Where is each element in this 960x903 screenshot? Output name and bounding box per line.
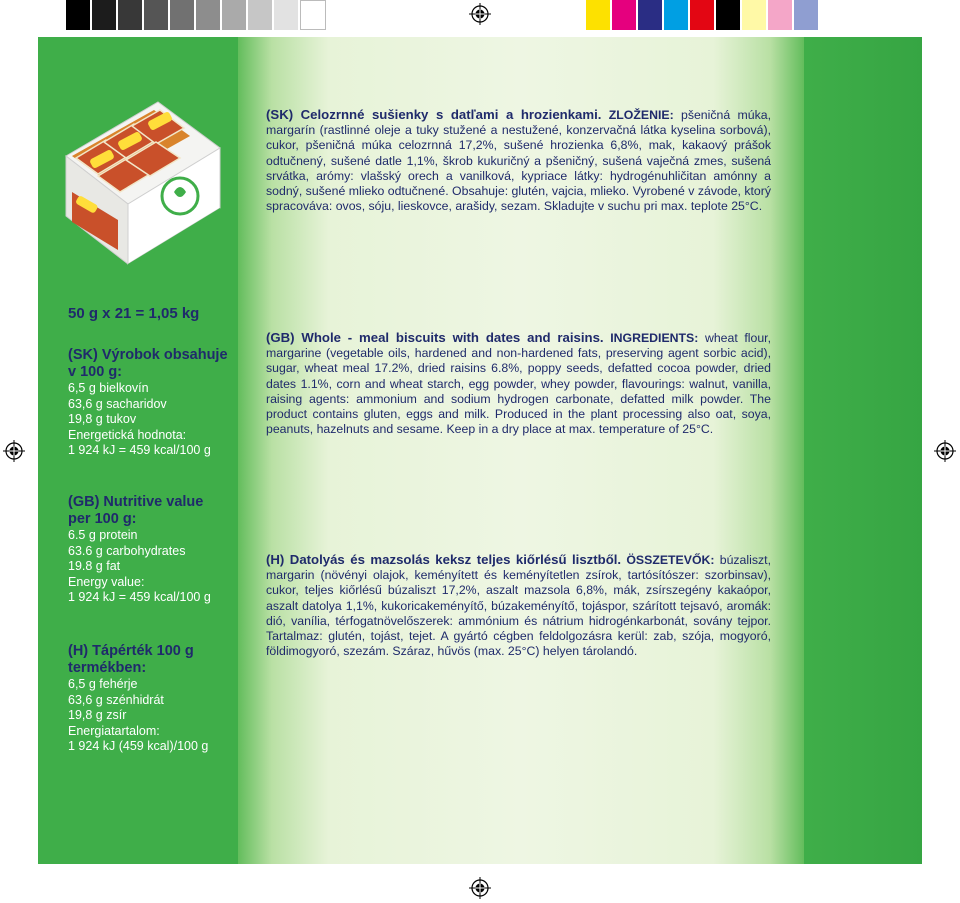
- nutrition-hu-heading: (H) Tápérték 100 g termékben:: [68, 643, 194, 676]
- color-swatch: [144, 0, 170, 30]
- sk-ingredients-block: [266, 107, 771, 214]
- nutrition-sk-line: Energetická hodnota:: [68, 427, 187, 442]
- gb-body: wheat flour, margarine (vegetable oils, hardened and non-hardened fats, preserving agent sorbic acid), sugar, wheat meal 17.2%, dried raisins 6.8%, poppy seeds, defatted cocoa powder, dried dates 1.1%, corn and wheat starch, egg powder, whey powder, flavourings: walnut, vanilla, raising agents: ammonium and sodium hydrogen carbonate, defatted milk powder. The product contains gluten, eggs and milk. Produced in the plant processing also oat, soya, peanuts, hazelnuts and sesame. Keep in a dry place at max. temperature of 25°C.: [266, 331, 772, 437]
- color-swatch: [222, 0, 248, 30]
- nutrition-sk-line: 19,8 g tukov: [68, 412, 137, 427]
- nutrition-gb-line: 6.5 g protein: [68, 528, 138, 542]
- color-swatch: [612, 0, 638, 30]
- sk-label: ZLOŽENIE:: [608, 108, 674, 122]
- nutrition-hu-line: Energiatartalom:: [68, 723, 160, 738]
- process-color-bar: [586, 0, 820, 30]
- nutrition-sk-line: 63,6 g sacharidov: [68, 396, 167, 411]
- registration-mark-right-icon: [934, 440, 956, 462]
- nutrition-sk-line: 6,5 g bielkovín: [68, 381, 149, 395]
- color-swatch: [638, 0, 664, 30]
- registration-mark-left-icon: [3, 440, 25, 462]
- nutrition-gb-line: 63.6 g carbohydrates: [68, 543, 186, 558]
- color-swatch: [690, 0, 716, 30]
- color-swatch: [170, 0, 196, 30]
- nutrition-gb-line: Energy value:: [68, 574, 145, 589]
- nutrition-gb: [68, 494, 228, 606]
- nutrition-gb-line: 1 924 kJ = 459 kcal/100 g: [68, 590, 211, 605]
- color-swatch: [92, 0, 118, 30]
- registration-mark-bottom-icon: [469, 877, 491, 899]
- hu-heading: (H) Datolyás és mazsolás keksz teljes kiőrlésű lisztből.: [266, 552, 622, 567]
- nutrition-sk: [68, 347, 228, 459]
- right-green-panel: [804, 37, 922, 864]
- nutrition-sk-heading: (SK) Výrobok obsahuje v 100 g:: [68, 347, 228, 380]
- nutrition-gb-heading: (GB) Nutritive value per 100 g:: [68, 494, 204, 527]
- color-swatch: [66, 0, 92, 30]
- sk-body: pšeničná múka, margarín (rastlinné oleje a tuky stužené a nestužené, konzervačná látka kyselina sorbová), cukor, pšeničná múka celozrnná 17,2%, sušené hrozienka 6,8%, mak, kakaový prášok odtučnený, sušené datle 1,1%, škrob kukuričný a pšeničný, sušená vaječná zmes, sušená srvátka, arómy: vlašský orech a vanilková, kypriace látky: hydrogénuhličitan amónny a sodný, sušené mlieko odtučnené. Obsahuje: glutén, vajcia, mlieko. Vyrobené v závode, ktorý spracováva: ovos, sóju, lieskovce, arašidy, sezam. Skladujte v suchu pri max. teplote 25°C.: [266, 108, 771, 214]
- nutrition-hu: [68, 643, 228, 755]
- nutrition-gb-line: 19.8 g fat: [68, 559, 121, 574]
- color-swatch: [716, 0, 742, 30]
- grayscale-color-bar: [66, 0, 326, 30]
- registration-mark-top-icon: [469, 3, 491, 25]
- hu-body: búzaliszt, margarin (növényi olajok, keményített és keményítetlen zsírok, tartósítószer: szorbinsav), cukor, teljes kiőrlésű búzaliszt 17,2%, aszalt mazsola 6,8%, mák, zsírszegény kakaópor, aszalt datolya 1,1%, kukoricakeményítő, búzakeményítő, tojáspor, szárított tejsavó, aromák: dió, vanília, térfogatnövelőszerek: ammónium és nátrium hidrogénkarbonát, sovány tejpor. Tartalmaz: glutén, tojást, tejet. A gyártó cégben feldolgozásra kerül: zab, szója, mogyoró, földimogyoró, szezám. Száraz, hűvös (max. 25°C) helyen tárolandó.: [266, 553, 771, 659]
- hu-label: ÖSSZETEVŐK:: [626, 553, 715, 567]
- nutrition-hu-line: 1 924 kJ (459 kcal)/100 g: [68, 739, 209, 754]
- color-swatch: [248, 0, 274, 30]
- sk-heading: (SK) Celozrnné sušienky s datľami a hrozienkami.: [266, 107, 602, 122]
- nutrition-hu-line: 19,8 g zsír: [68, 708, 127, 723]
- nutrition-hu-line: 63,6 g szénhidrát: [68, 692, 164, 707]
- color-swatch: [300, 0, 326, 30]
- color-swatch: [664, 0, 690, 30]
- gb-ingredients-block: [266, 330, 771, 437]
- product-box-image: [62, 96, 234, 268]
- hu-ingredients-block: [266, 552, 771, 659]
- color-swatch: [196, 0, 222, 30]
- color-swatch: [794, 0, 820, 30]
- color-swatch: [274, 0, 300, 30]
- gb-heading: (GB) Whole - meal biscuits with dates and raisins.: [266, 330, 604, 345]
- nutrition-hu-line: 6,5 g fehérje: [68, 677, 138, 691]
- color-swatch: [118, 0, 144, 30]
- color-swatch: [586, 0, 612, 30]
- gb-label: INGREDIENTS:: [610, 331, 699, 345]
- color-swatch: [742, 0, 768, 30]
- nutrition-sk-line: 1 924 kJ = 459 kcal/100 g: [68, 443, 211, 458]
- color-swatch: [768, 0, 794, 30]
- package-weight: 50 g x 21 = 1,05 kg: [68, 305, 200, 322]
